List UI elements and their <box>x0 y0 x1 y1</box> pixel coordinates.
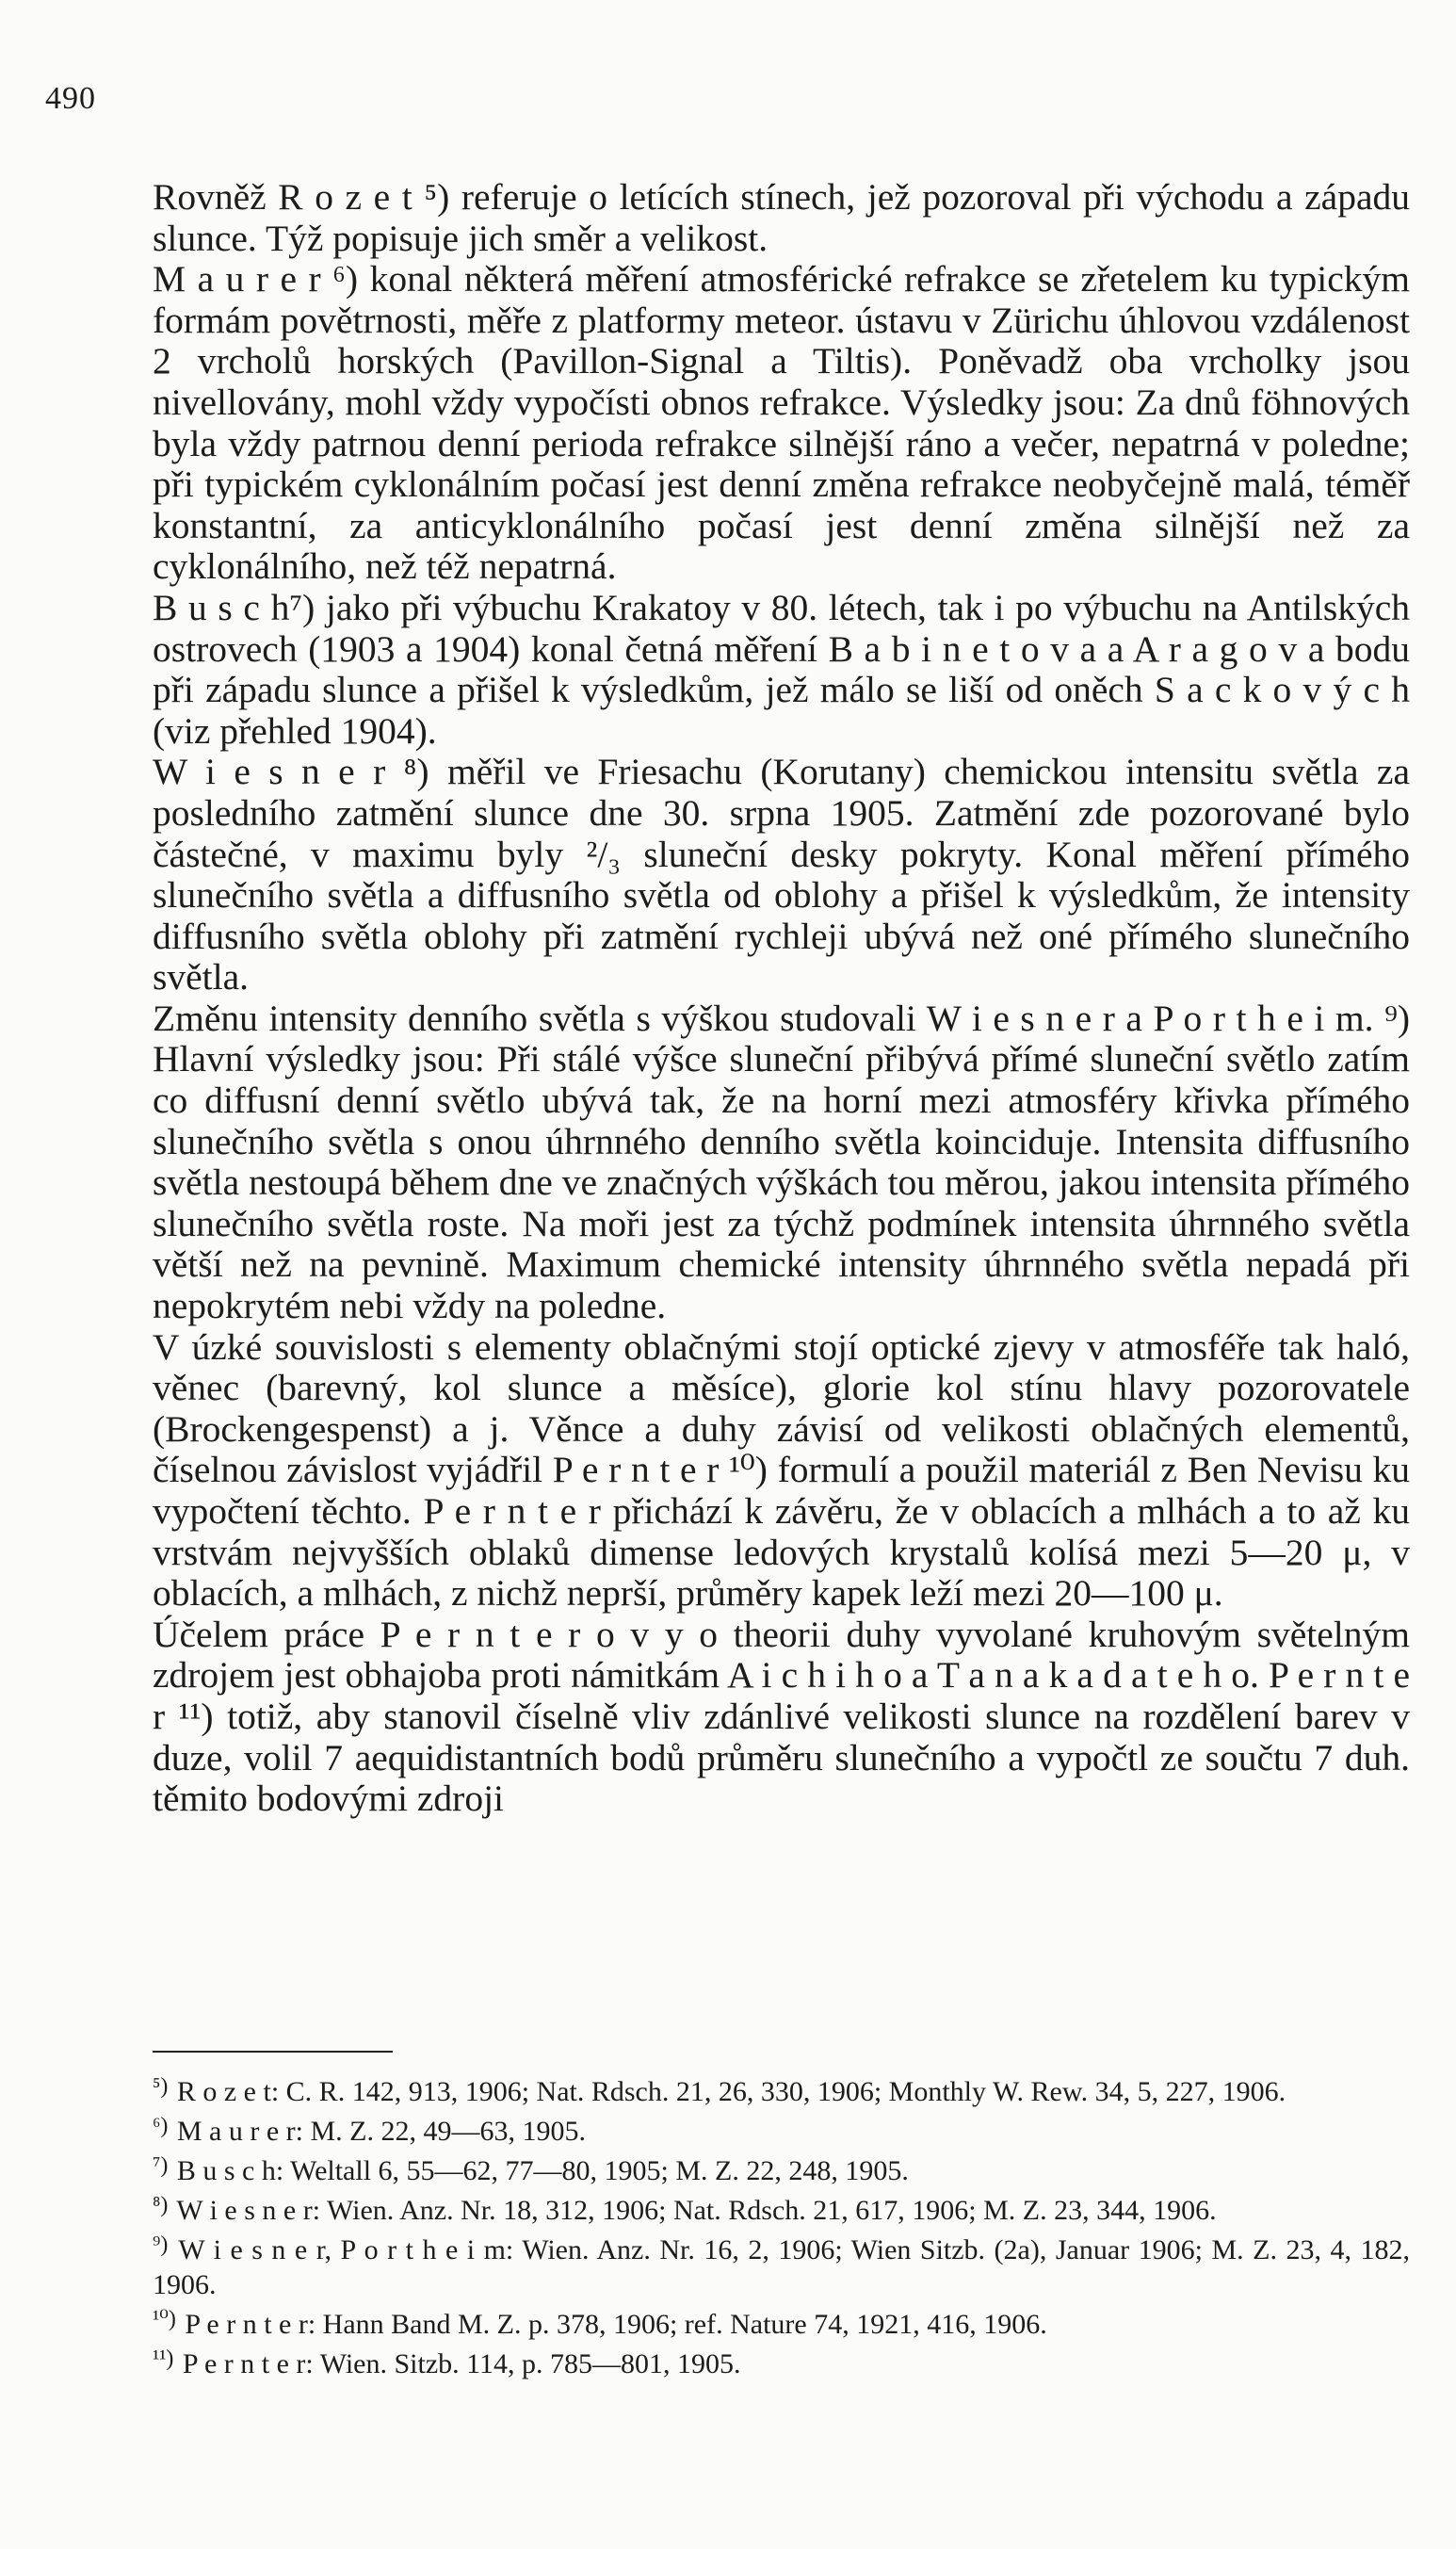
footnote <box>153 2070 1410 2109</box>
footnote-number: ⁹) <box>153 2232 169 2257</box>
paragraph-light-intensity: Změnu intensity denního světla s výškou studovali W i e s n e r a P o r t h e i m. ⁹) Hlavní výsledky jsou: Při stálé výšce sluneční přibývá přímé sluneční světlo zatím co diffusní denní světlo ubývá tak, že na horní mezi atmosféry křivka přímého slunečního světla s onou úhrnného denního světla koinciduje. Intensita diffusního světla nestoupá během dne ve značných výškách tou měrou, jakou intensita přímého slunečního světla roste. Na moři jest za týchž podmínek intensita úhrnného světla větší než na pevnině. Maximum chemické intensity úhrnného světla nepadá při nepokrytém nebi vždy na poledne. <box>153 997 1410 1327</box>
footnote <box>153 2228 1410 2302</box>
footnote-text: P e r n t e r: Hann Band M. Z. p. 378, 1906; ref. Nature 74, 1921, 416, 1906. <box>185 2309 1047 2340</box>
paragraph-wiesner: W i e s n e r ⁸) měřil ve Friesachu (Korutany) chemickou intensitu světla za posledního zatmění slunce dne 30. srpna 1905. Zatmění zde pozorované bylo částečné, v maximu byly ²/₃ sluneční desky pokryty. Konal měření přímého slunečního světla a diffusního světla od oblohy a přišel k výsledkům, že intensity diffusního světla oblohy při zatmění rychleji ubývá než oné přímého slunečního světla. <box>153 751 1410 998</box>
footnote-number: ⁷) <box>153 2153 169 2178</box>
footnote-text: R o z e t: C. R. 142, 913, 1906; Nat. Rdsch. 21, 26, 330, 1906; Monthly W. Rew. 34, 5, 227, 1906. <box>176 2076 1286 2107</box>
paragraph-pernter-rainbow: Účelem práce P e r n t e r o v y o theorii duhy vyvolané kruhovým světelným zdrojem jest obhajoba proti námitkám A i c h i h o a T a n a k a d a t e h o. P e r n t e r ¹¹) totiž, aby stanovil číselně vliv zdánlivé velikosti slunce na rozdělení barev v duze, volil 7 aequidistantních bodů průměru slunečního a vypočtl ze součtu 7 duh. těmito bodovými zdroji <box>153 1613 1410 1820</box>
page-number: 490 <box>45 81 96 116</box>
footnote-number: ¹⁰) <box>153 2307 176 2331</box>
footnote <box>153 2149 1410 2188</box>
footnote-text: W i e s n e r: Wien. Anz. Nr. 18, 312, 1906; Nat. Rdsch. 21, 617, 1906; M. Z. 23, 344, 1906. <box>176 2195 1217 2226</box>
paragraph-maurer: M a u r e r ⁶) konal některá měření atmosférické refrakce se zřetelem ku typickým formám povětrnosti, měře z platformy meteor. ústavu v Zürichu úhlovou vzdálenost 2 vrcholů horských (Pavillon-Signal a Tiltis). Poněvadž oba vrcholky jsou nivellovány, mohl vždy vypočísti obnos refrakce. Výsledky jsou: Za dnů föhnových byla vždy patrnou denní perioda refrakce silnější ráno a večer, nepatrná v poledne; při typickém cyklonálním počasí jest denní změna refrakce neobyčejně malá, téměř konstantní, za anticyklonálního počasí jest denní změna silnější než za cyklonálního, než též nepatrná. <box>153 258 1410 588</box>
footnote-text: P e r n t e r: Wien. Sitzb. 114, p. 785—801, 1905. <box>182 2348 741 2379</box>
paragraph-optical-phenomena: V úzké souvislosti s elementy oblačnými stojí optické zjevy v atmosféře tak haló, věnec (barevný, kol slunce a měsíce), glorie kol stínu hlavy pozorovatele (Brockengespenst) a j. Věnce a duhy závisí od velikosti oblačných elementů, číselnou závislost vyjádřil P e r n t e r ¹⁰) formulí a použil materiál z Ben Nevisu ku vypočtení těchto. P e r n t e r přichází k závěru, že v oblacích a mlhách a to až ku vrstvám nejvyšších oblaků dimense ledových krystalů kolísá mezi 5—20 μ, v oblacích, a mlhách, z nichž neprší, průměry kapek leží mezi 20—100 μ. <box>153 1325 1410 1615</box>
footnote-number: ¹¹) <box>153 2346 174 2371</box>
footnote-divider <box>153 2051 393 2053</box>
footnote-text: W i e s n e r, P o r t h e i m: Wien. Anz. Nr. 16, 2, 1906; Wien Sitzb. (2a), Januar 1906; M. Z. 23, 4, 182, 1906. <box>153 2234 1410 2300</box>
footnote <box>153 2188 1410 2228</box>
footnote-number: ⁸) <box>153 2193 169 2217</box>
footnote-text: M a u r e r: M. Z. 22, 49—63, 1905. <box>176 2116 586 2147</box>
footnote-text: B u s c h: Weltall 6, 55—62, 77—80, 1905; M. Z. 22, 248, 1905. <box>176 2155 909 2186</box>
footnote-number: ⁶) <box>153 2114 169 2138</box>
footnote <box>153 2342 1410 2381</box>
footnote-number: ⁵) <box>153 2074 169 2099</box>
paragraph-rozet: Rovněž R o z e t ⁵) referuje o letících stínech, jež pozoroval při východu a západu slunce. Týž popisuje jich směr a velikost. <box>153 176 1410 259</box>
paragraph-busch: B u s c h⁷) jako při výbuchu Krakatoy v 80. létech, tak i po výbuchu na Antilských ostrovech (1903 a 1904) konal četná měření B a b i n e t o v a a A r a g o v a bodu při západu slunce a přišel k výsledkům, jež málo se liší od oněch S a c k o v ý c h (viz přehled 1904). <box>153 586 1410 752</box>
footnotes <box>153 2070 1410 2381</box>
footnote <box>153 2109 1410 2149</box>
footnote <box>153 2302 1410 2342</box>
body-text <box>153 177 1410 1820</box>
